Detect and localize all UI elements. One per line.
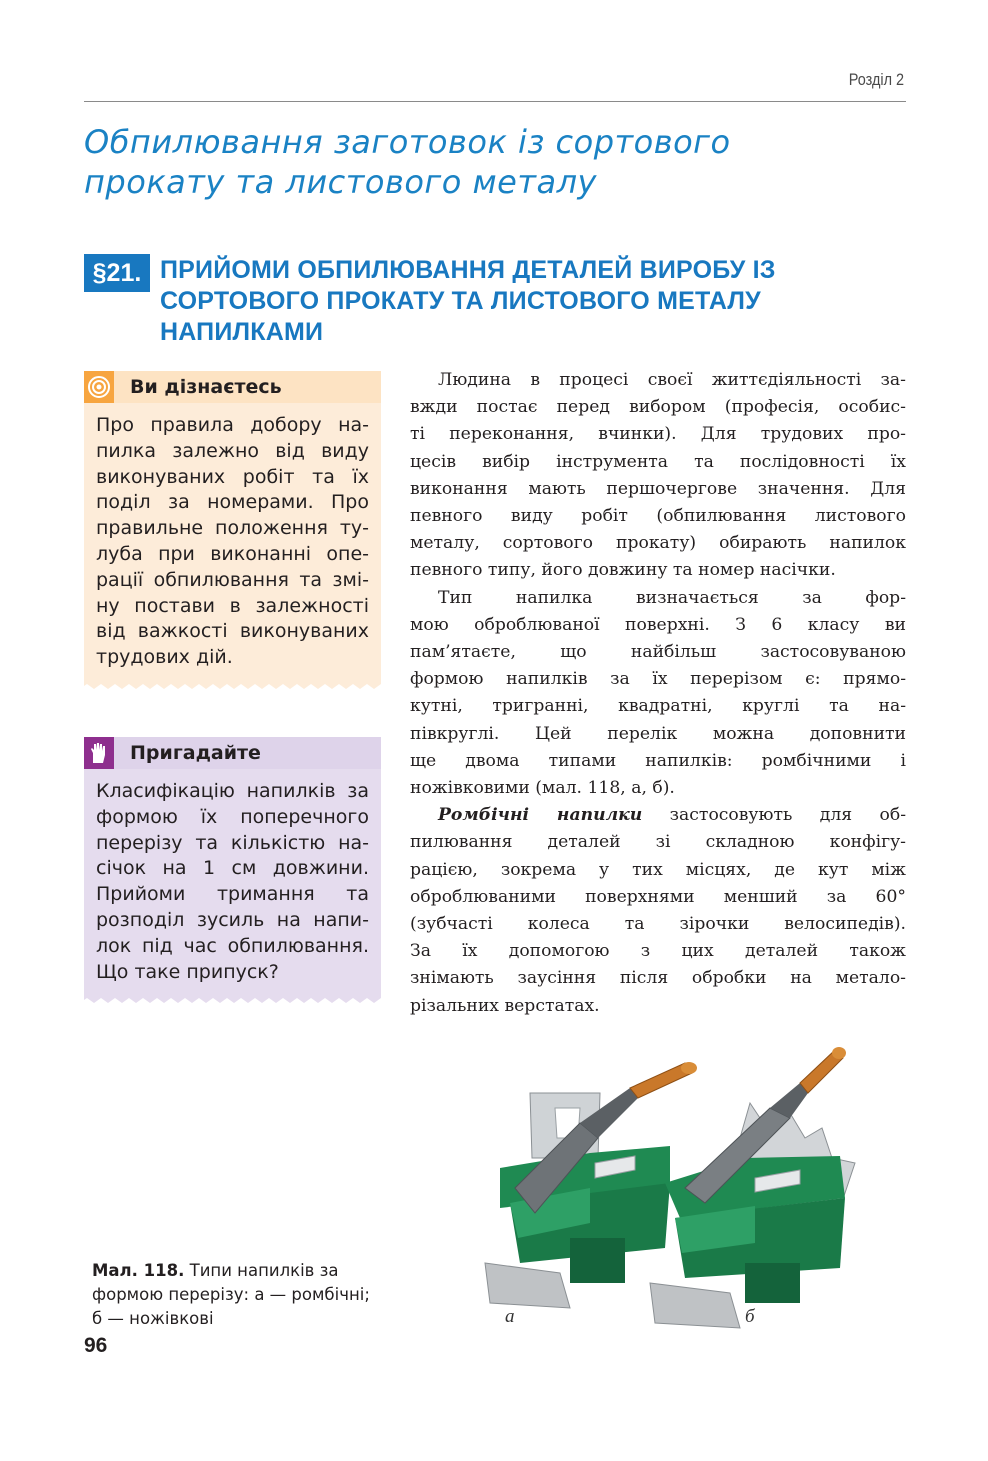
recall-box-zigzag-edge	[84, 993, 381, 1003]
body-line: вжди постає перед вибором (професія, особис-	[410, 397, 906, 418]
learn-box-line: від важкості виконуваних	[96, 620, 369, 643]
body-line: кутні, тригранні, квадратні, круглі та на-	[410, 696, 906, 717]
recall-box	[84, 737, 381, 1003]
body-line: оброблюваними поверхнями менший за 60°	[410, 886, 906, 907]
learn-box-line: трудових дій.	[96, 646, 233, 669]
figure-label-b: б	[745, 1306, 755, 1327]
paragraph-title-line: СОРТОВОГО ПРОКАТУ ТА ЛИСТОВОГО МЕТАЛУ	[160, 287, 761, 315]
recall-box-line: перерізу та кількістю на-	[96, 831, 369, 854]
hand-icon	[84, 737, 114, 769]
body-line: рацією, зокрема у тих місцях, де кут між	[410, 859, 906, 880]
recall-box-body	[84, 769, 381, 993]
vise-b	[650, 1047, 855, 1328]
body-line: пам’ятаєте, що найбільш застосовуваною	[410, 642, 906, 663]
learn-box-line: виконуваних робіт та їх	[96, 465, 369, 488]
body-line	[410, 802, 906, 829]
section-label: Розділ 2	[848, 70, 904, 89]
body-line: півкруглі. Цей перелік можна доповнити	[410, 723, 906, 744]
learn-box-line: поділ за номерами. Про	[96, 491, 369, 514]
recall-box-line: Класифікацію напилків за	[96, 780, 369, 802]
paragraph-title-line: ПРИЙОМИ ОБПИЛЮВАННЯ ДЕТАЛЕЙ ВИРОБУ ІЗ	[160, 256, 776, 284]
body-line: знімають заусіння після обробки на метало-	[410, 968, 906, 989]
recall-box-line: розподіл зусиль на напи-	[96, 908, 369, 931]
body-line: ще двома типами напилків: ромбічними і	[410, 750, 906, 771]
recall-box-line: Що таке припуск?	[96, 960, 279, 983]
learn-box-title: Ви дізнаєтесь	[130, 376, 282, 398]
recall-box-line: лок під час обпилювання.	[96, 934, 369, 957]
body-line: Тип напилка визначається за фор-	[438, 587, 906, 608]
body-line: формою напилків за їх перерізом є: прямо-	[410, 669, 906, 690]
caption-line: б — ножівкові	[92, 1309, 214, 1328]
figure-118	[470, 1038, 870, 1338]
body-line: ножівковими (мал. 118, а, б).	[410, 778, 675, 799]
learn-box-header	[84, 371, 381, 403]
body-line: мою оброблюваної поверхні. З 6 класу ви	[410, 614, 906, 635]
body-line: (зубчасті колеса та зірочки велосипедів).	[410, 914, 906, 935]
chapter-title-line: прокату та листового металу	[84, 163, 597, 201]
recall-box-line: січок на 1 см довжини.	[96, 857, 369, 880]
figure-caption	[92, 1259, 422, 1331]
body-text	[410, 367, 906, 1020]
learn-box-line: пилка залежно від виду	[96, 439, 369, 462]
chapter-title-line: Обпилювання заготовок із сортового	[84, 123, 731, 161]
page-number: 96	[84, 1334, 108, 1357]
body-line-rest: застосовують для об-	[642, 805, 906, 826]
paragraph-title-line: НАПИЛКАМИ	[160, 318, 324, 346]
learn-box-body	[84, 403, 381, 679]
learn-box-line: Про правила добору на-	[96, 414, 369, 436]
learn-box-line: рації обпилювання та змі-	[96, 568, 369, 591]
recall-box-title: Пригадайте	[130, 742, 261, 764]
chapter-title	[84, 122, 904, 202]
body-line: певного виду робіт (обпилювання листового	[410, 506, 906, 527]
paragraph-title	[160, 255, 880, 348]
body-line: За їх допомогою з цих деталей також	[410, 941, 906, 962]
recall-box-header	[84, 737, 381, 769]
body-line: пилювання деталей зі складною конфігу-	[410, 832, 906, 853]
header-rule	[84, 101, 906, 102]
vise-a	[485, 1062, 697, 1308]
body-line: Людина в процесі своєї життєдіяльності за-	[438, 370, 906, 390]
body-line: виконання мають першочергове значення. Для	[410, 478, 906, 499]
figure-label-a: а	[505, 1306, 515, 1327]
body-line: металу, сортового прокату) обирають напилок	[410, 533, 906, 554]
learn-box-line: луба при виконанні опе-	[96, 542, 369, 565]
learn-box-line: ну постави в залежності	[96, 594, 369, 617]
body-line: різальних верстатах.	[410, 995, 600, 1016]
learn-box	[84, 371, 381, 689]
caption-line	[92, 1259, 422, 1283]
learn-box-line: правильне положення ту-	[96, 517, 369, 540]
body-line: певного типу, його довжину та номер насічки.	[410, 560, 836, 581]
recall-box-line: формою їх поперечного	[96, 805, 369, 828]
caption-text: Типи напилків за	[184, 1261, 339, 1280]
recall-box-line: Прийоми тримання та	[96, 883, 369, 906]
vise-illustration	[470, 1038, 870, 1338]
caption-line: формою перерізу: а — ромбічні;	[92, 1285, 370, 1304]
target-icon	[84, 371, 114, 403]
learn-box-zigzag-edge	[84, 679, 381, 689]
body-line: ті переконання, вчинки). Для трудових про-	[410, 424, 906, 445]
paragraph-number-badge: §21.	[84, 254, 150, 292]
body-line: цесів вибір інструмента та послідовності їх	[410, 451, 906, 472]
term-rhombic-files: Ромбічні напилки	[438, 805, 643, 826]
caption-number: Мал. 118.	[92, 1261, 185, 1280]
